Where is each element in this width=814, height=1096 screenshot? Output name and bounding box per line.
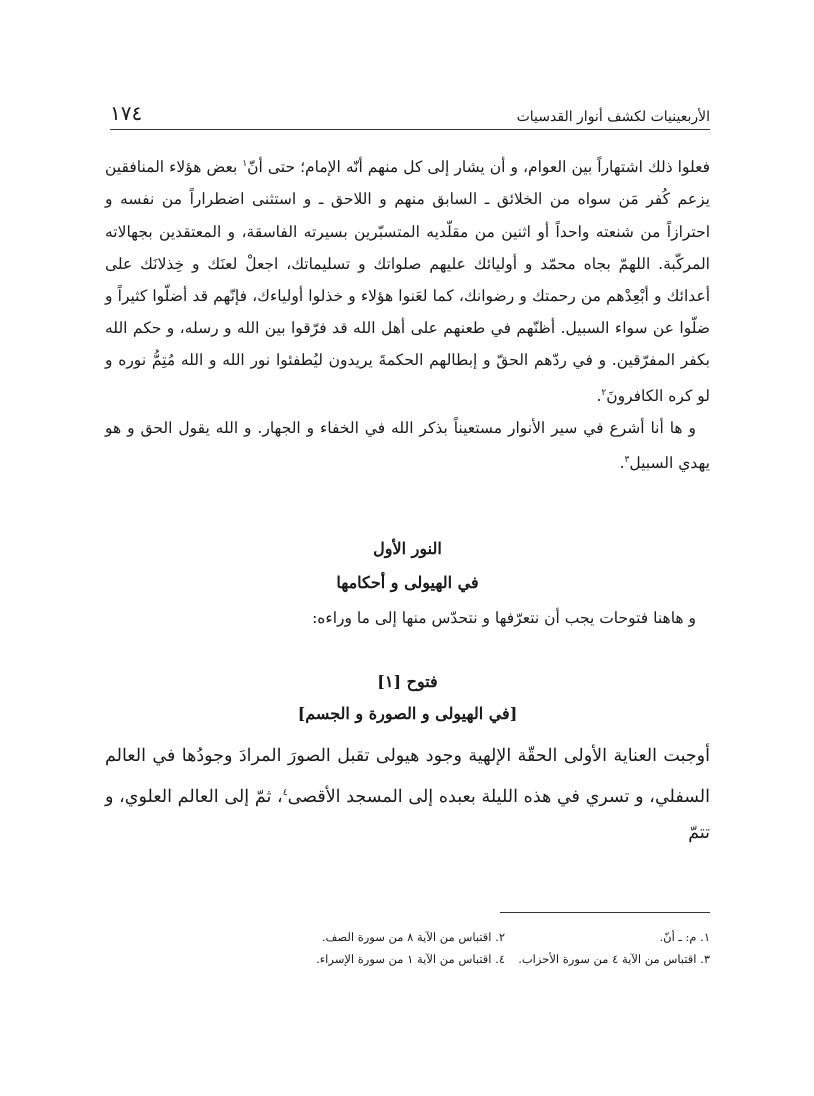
intro-text-2-end: .: [619, 454, 625, 473]
section-subtitle: في الهيولى و أحكامها: [336, 572, 479, 592]
intro-text-1-rest: بعض هؤلاء المنافقين يزعم كُفر مَن سواه من الخلائق ـ السابق منهم و اللاحق ـ و استثنى اضطراراً من نفسه و احترازاً من شنعته واحداً أو اثنين من مقلّديه المتسبّرين بسيرته الفاسقة، و المعتقدين بجهالاته المركّبة. اللهمّ بجاه محمّد و أوليائك عليهم صلواتك و تسليماتك، اجعلْ لعنَك و خِذلانَك على أعدائك و أبْعِدْهم من رحمتك و رضوانك، كما لعَنوا هؤلاء و خذلوا أولياءك، فإنّهم قد أضلّوا كثيراً و ضلّوا عن سواء السبيل. أظنّهم في طعنهم على أهل الله قد فرّقوا بين الله و رسله، و حكم الله بكفر المفرّقين. و في ردّهم الحقّ و إبطالهم الحكمةَ يريدون ليُطفئوا نور الله و الله مُتِمُّ نوره و لو كره الكافرونَ: [105, 158, 710, 405]
footnotes: [105, 912, 710, 970]
footnote-4: ٤. اقتباس من الآية ١ من سورة الإسراء.: [316, 952, 505, 966]
page-number: ١٧٤: [110, 101, 143, 125]
futuh-text-end: ، ثمّ إلى العالم العلوي، و تتمّ: [105, 786, 710, 844]
futuh-paragraph: [105, 738, 710, 853]
footnote-divider: [500, 912, 710, 913]
section-intro: و هاهنا فتوحات يجب أن نتعرّفها و نتحدّس منها إلى ما وراءه:: [312, 608, 696, 627]
footnote-2: ٢. اقتباس من الآية ٨ من سورة الصف.: [321, 930, 505, 944]
intro-paragraph-1: [105, 148, 710, 412]
footnote-ref-2: ٢: [601, 387, 607, 398]
footnote-row-1: [105, 926, 710, 948]
footnote-ref-3: ٣: [624, 455, 630, 466]
intro-text-2: و ها أنا أشرع في سير الأنوار مستعيناً بذكر الله في الخفاء و الجهار. و الله يقول الحق و هو يهدي السبيل: [105, 418, 710, 473]
futuh-title: فتوح [١]: [377, 671, 438, 691]
footnote-ref-4: ٤: [282, 787, 288, 798]
intro-text-1: فعلوا ذلك اشتهاراً بين العوام، و أن يشار إلى كل منهم أنّه الإمام؛ حتى أنّ: [247, 158, 710, 177]
footnote-ref-1: ١: [242, 159, 248, 169]
footnote-1: ١. م: ـ أنّ.: [659, 930, 710, 944]
section-title: النور الأول: [373, 538, 442, 558]
futuh-text: أوجبت العناية الأولى الحقّة الإلهية وجود هيولى تقبل الصورَ المرادَ وجودُها في العالم السفلي، و تسري في هذه الليلة بعبده إلى المسجد الأقصى: [105, 745, 710, 807]
running-title: الأربعينيات لكشف أنوار القدسيات: [516, 109, 710, 125]
intro-paragraph-2: [105, 412, 710, 480]
footnote-3: ٣. اقتباس من الآية ٤ من سورة الأحزاب.: [518, 952, 710, 966]
footnote-row-2: [105, 948, 710, 970]
page-body: [105, 148, 710, 852]
futuh-subtitle: [في الهيولى و الصورة و الجسم]: [297, 703, 518, 723]
running-header: [110, 100, 710, 130]
intro-text-1-end: .: [596, 386, 602, 405]
